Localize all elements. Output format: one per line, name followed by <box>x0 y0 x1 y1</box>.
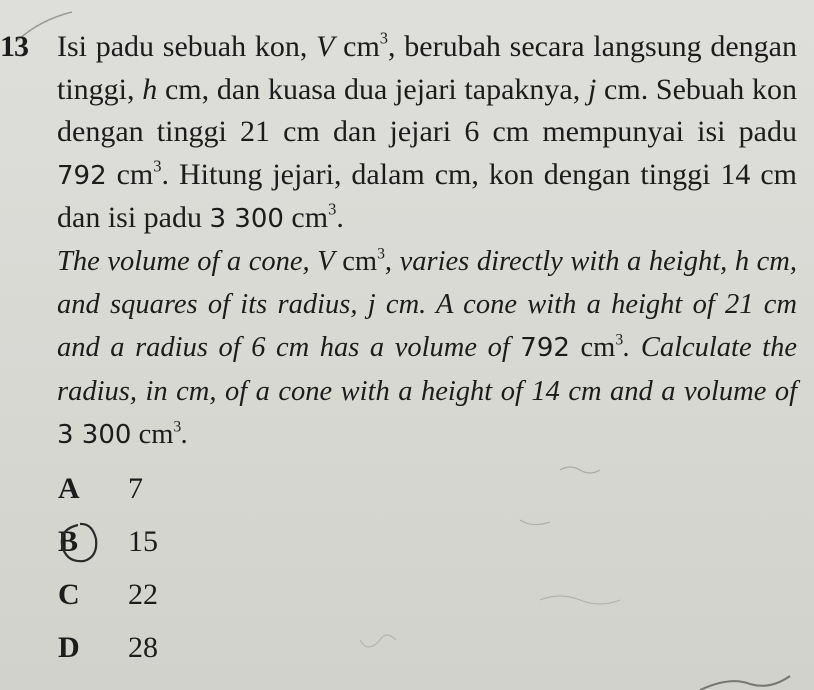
english-unit: cm <box>569 332 616 363</box>
superscript: 3 <box>173 418 182 436</box>
english-volume-1: 792 <box>520 333 570 363</box>
english-var-j: j <box>367 289 376 320</box>
english-text: The volume of a cone, <box>57 246 318 277</box>
option-b[interactable] <box>58 515 158 568</box>
option-letter: D <box>58 630 80 664</box>
english-var-h: h <box>734 246 750 277</box>
malay-text: Isi padu sebuah kon, <box>57 30 317 63</box>
malay-unit: cm <box>283 201 329 234</box>
superscript: 3 <box>377 245 385 263</box>
malay-var-j: j <box>587 72 597 106</box>
malay-text: , berubah secara langsung dengan tinggi, <box>57 30 797 106</box>
english-text: . <box>181 419 189 450</box>
option-value: 7 <box>128 471 143 505</box>
malay-text: . <box>336 201 344 234</box>
english-text: . Calculate the radius, in cm, of a cone with a height of 14 cm and a volume of <box>57 332 797 407</box>
superscript: 3 <box>615 331 624 349</box>
superscript: 3 <box>153 156 162 176</box>
answer-options <box>58 462 158 674</box>
english-text: cm, and squares of its radius, <box>57 246 797 320</box>
malay-unit: cm <box>106 157 154 191</box>
option-value: 22 <box>128 577 158 611</box>
malay-text: . Hitung jejari, dalam cm, kon dengan tinggi 14 cm dan isi padu <box>57 157 798 234</box>
malay-var-v: V <box>316 30 335 63</box>
question-text-english <box>57 240 797 457</box>
option-letter: B <box>58 524 79 558</box>
superscript: 3 <box>379 28 389 48</box>
question-number: 13 <box>0 30 28 63</box>
malay-unit: cm <box>334 30 380 63</box>
malay-var-h: h <box>142 72 158 106</box>
malay-volume-1: 792 <box>57 160 107 191</box>
option-a[interactable] <box>58 462 158 515</box>
english-var-v: V <box>317 246 335 277</box>
option-value: 15 <box>128 524 158 558</box>
malay-volume-2: 3 300 <box>209 204 284 234</box>
superscript: 3 <box>328 199 337 219</box>
option-d[interactable] <box>58 621 158 674</box>
option-letter: A <box>58 471 80 505</box>
malay-text: cm. Sebuah kon dengan tinggi 21 cm dan jejari 6 cm mempunyai isi padu <box>57 72 797 148</box>
option-letter: C <box>58 577 80 611</box>
english-volume-2: 3 300 <box>57 420 132 450</box>
english-text: cm. A cone with a height of 21 cm and a radius of 6 cm has a volume of <box>57 289 797 363</box>
question-text-malay <box>57 26 797 241</box>
english-unit: cm <box>131 419 174 450</box>
option-value: 28 <box>128 630 158 664</box>
malay-text: cm, dan kuasa dua jejari tapaknya, <box>157 72 588 106</box>
option-c[interactable] <box>58 568 158 621</box>
english-text: , varies directly with a height, <box>384 246 735 277</box>
english-unit: cm <box>334 246 378 277</box>
